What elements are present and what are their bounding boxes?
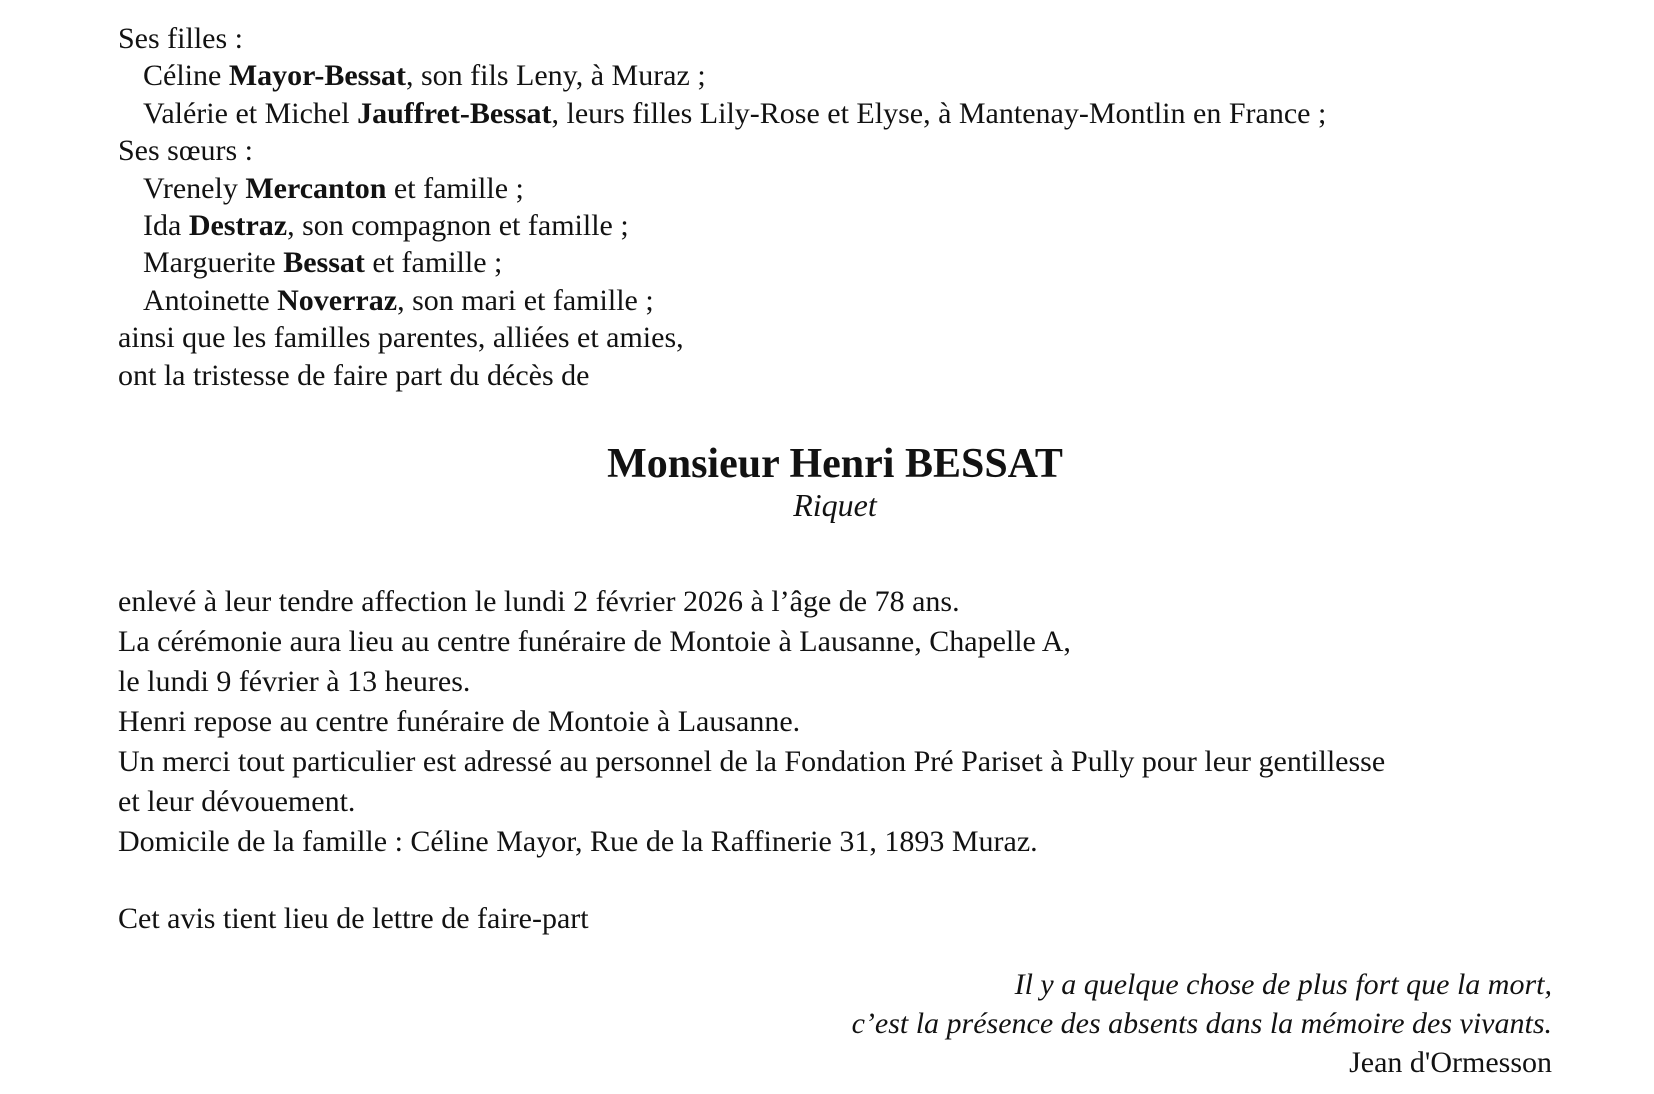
family-text: Antoinette (143, 283, 278, 317)
family-text: Ses filles : (118, 22, 243, 55)
announcement-line: Domicile de la famille : Céline Mayor, Rue de la Raffinerie 31, 1893 Muraz. (118, 825, 1038, 859)
family-text: Vrenely (143, 171, 246, 205)
family-line (118, 282, 1552, 319)
family-surname: Destraz (188, 209, 288, 243)
deceased-name: Monsieur Henri BESSAT (607, 441, 1063, 488)
family-line (118, 319, 1552, 356)
announcement-line: Un merci tout particulier est adressé au personnel de la Fondation Pré Pariset à Pully pour leur gentillesse (118, 745, 1386, 779)
family-text: Céline (143, 59, 229, 93)
family-surname: Jauffret-Bessat (357, 96, 552, 130)
quote-line: c’est la présence des absents dans la mémoire des vivants. (851, 1007, 1552, 1041)
family-line (118, 20, 1552, 57)
announcement-line: Henri repose au centre funéraire de Montoie à Lausanne. (118, 705, 801, 739)
family-text: , son compagnon et famille ; (287, 209, 629, 243)
family-text: et famille ; (386, 171, 524, 205)
family-text: ainsi que les familles parentes, alliées et amies, (118, 321, 684, 355)
family-line (118, 244, 1552, 281)
family-text: et famille ; (364, 246, 503, 280)
family-surname: Mayor-Bessat (228, 59, 406, 93)
family-list (118, 20, 1552, 394)
family-text: , son fils Leny, à Muraz ; (406, 59, 706, 93)
family-surname: Noverraz (277, 283, 398, 317)
family-text: Valérie et Michel (143, 96, 358, 130)
family-line (118, 207, 1552, 244)
family-line (118, 95, 1552, 132)
family-text: ont la tristesse de faire part du décès de (118, 358, 590, 392)
announcement-text (118, 582, 1552, 862)
family-line (118, 57, 1552, 94)
quote-lines (118, 965, 1552, 1043)
family-text: Ses sœurs : (118, 134, 254, 168)
announcement-line: le lundi 9 février à 13 heures. (118, 665, 471, 699)
announcement-line: et leur dévouement. (118, 785, 356, 819)
memorial-quote (118, 965, 1552, 1082)
family-text: , leurs filles Lily-Rose et Elyse, à Mantenay-Montlin en France ; (551, 96, 1327, 130)
announcement-line: La cérémonie aura lieu au centre funéraire de Montoie à Lausanne, Chapelle A, (118, 625, 1071, 659)
family-surname: Mercanton (245, 171, 387, 205)
announcement-line: enlevé à leur tendre affection le lundi 2 février 2026 à l’âge de 78 ans. (118, 585, 960, 619)
notice-line: Cet avis tient lieu de lettre de faire-part (118, 902, 589, 936)
family-text: Ida (143, 209, 189, 243)
family-text: , son mari et famille ; (397, 283, 654, 317)
family-line (118, 170, 1552, 207)
quote-line: Il y a quelque chose de plus fort que la mort, (1014, 968, 1552, 1002)
family-line (118, 132, 1552, 169)
deceased-nickname: Riquet (793, 487, 877, 524)
family-text: Marguerite (143, 246, 284, 280)
family-line (118, 357, 1552, 394)
quote-attribution: Jean d'Ormesson (1349, 1046, 1552, 1080)
family-surname: Bessat (283, 246, 365, 280)
